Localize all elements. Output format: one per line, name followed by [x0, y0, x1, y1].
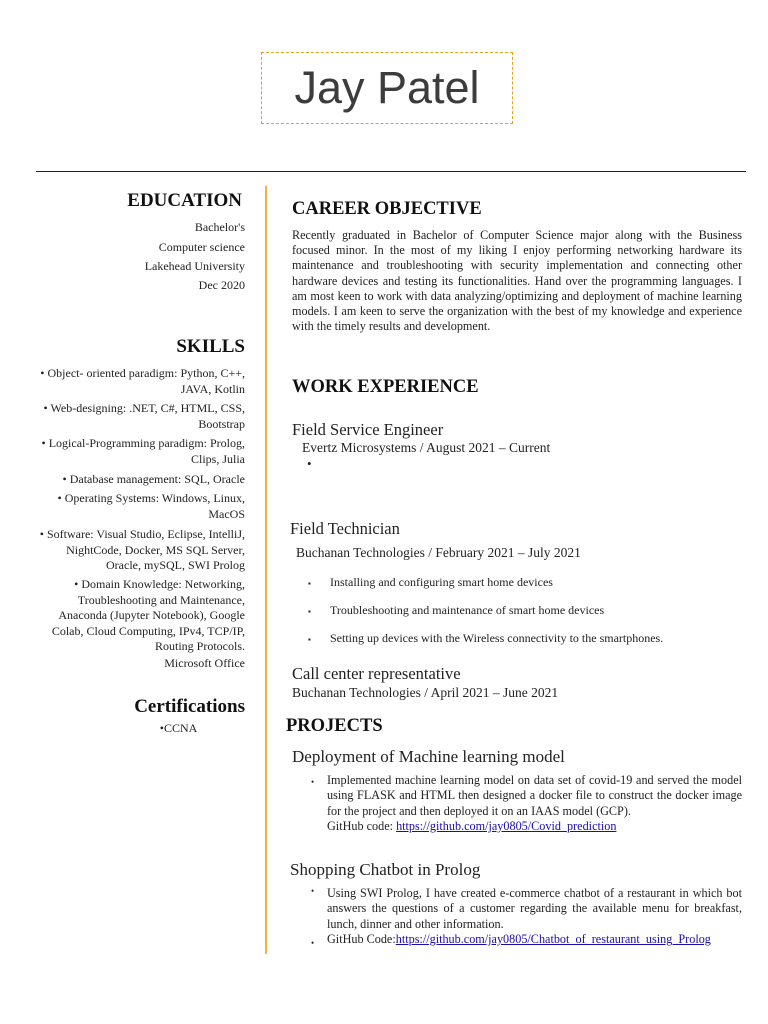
- header-divider: [36, 171, 746, 172]
- name-box: [261, 52, 513, 124]
- job-bullet-text: Troubleshooting and maintenance of smart home devices: [330, 603, 605, 617]
- bullet-icon: •: [311, 777, 315, 787]
- bullet-icon: •: [311, 886, 315, 896]
- bullet-icon: •: [159, 721, 164, 735]
- skill-item: • Web-designing: .NET, C#, HTML, CSS, Bootstrap: [43, 401, 245, 431]
- job-title: Field Service Engineer: [292, 420, 444, 439]
- job-bullet: [308, 575, 553, 590]
- education-line: Bachelor's: [194, 220, 245, 234]
- bullet-icon: ▪: [308, 606, 311, 616]
- education-heading: EDUCATION: [127, 190, 242, 211]
- job-title: Call center representative: [292, 664, 461, 683]
- skill-item: Microsoft Office: [164, 656, 245, 670]
- job-bullet-text: Installing and configuring smart home devices: [330, 575, 553, 589]
- career-objective-text: Recently graduated in Bachelor of Computer Science major along with the Business focused minor. In the most of my liking I enjoy performing networking hardware its maintenance and troubleshooting with security implementation and connecting other hardware devices and testing its functionalities. Hand over the programming languages. I am most keen to work with data analyzing/optimizing and deployment of machine learning models. I am keen to serve the organization with the best of my knowledge and experience with the timely results and development.: [292, 228, 742, 334]
- job-bullet: [308, 603, 604, 618]
- bullet-icon: •: [311, 938, 315, 948]
- bullet-icon: ▪: [308, 634, 311, 644]
- bullet-icon: ▪: [308, 578, 311, 588]
- project-text: Implemented machine learning model on data set of covid-19 and served the model using FLASK and HTML then designed a docker file to construct the docker image for the project and then deployed it on an IAAS model (GCP).: [327, 773, 742, 818]
- job-meta: Buchanan Technologies / February 2021 – July 2021: [296, 545, 581, 560]
- project-github-link[interactable]: https://github.com/jay0805/Covid_prediction: [396, 818, 617, 833]
- certification-label: CCNA: [164, 721, 198, 735]
- education-line: Dec 2020: [198, 278, 245, 292]
- skill-item: • Logical-Programming paradigm: Prolog, Clips, Julia: [41, 436, 245, 466]
- job-bullet: [308, 631, 663, 646]
- education-line: Computer science: [158, 240, 245, 254]
- projects-heading: PROJECTS: [286, 716, 383, 736]
- project-title: Shopping Chatbot in Prolog: [290, 860, 481, 879]
- skill-item: • Software: Visual Studio, Eclipse, IntelliJ, NightCode, Docker, MS SQL Server, Oracle, mySQL, SWI Prolog: [39, 527, 245, 572]
- career-objective-heading: CAREER OBJECTIVE: [292, 199, 482, 219]
- project-link-label: GitHub Code:: [327, 931, 396, 946]
- project-description: [327, 886, 742, 947]
- empty-bullet-icon: •: [307, 456, 312, 471]
- job-meta: Buchanan Technologies / April 2021 – June 2021: [292, 685, 559, 700]
- skill-item: • Database management: SQL, Oracle: [62, 472, 245, 486]
- skills-heading: SKILLS: [176, 336, 245, 357]
- skill-item: • Object- oriented paradigm: Python, C++, JAVA, Kotlin: [40, 366, 245, 396]
- project-github-link[interactable]: https://github.com/jay0805/Chatbot_of_restaurant_using_Prolog: [395, 931, 711, 946]
- education-line: Lakehead University: [144, 259, 245, 273]
- candidate-name: Jay Patel: [294, 62, 480, 113]
- work-experience-heading: WORK EXPERIENCE: [292, 377, 479, 397]
- column-divider: [265, 186, 267, 954]
- job-bullet-text: Setting up devices with the Wireless connectivity to the smartphones.: [330, 631, 664, 645]
- skill-item: • Operating Systems: Windows, Linux, MacOS: [57, 491, 245, 521]
- project-title: Deployment of Machine learning model: [292, 747, 565, 766]
- skill-item: • Domain Knowledge: Networking, Troubleshooting and Maintenance, Anaconda (Jupyter Notebook), Google Colab, Cloud Computing, IPv4, TCP/IP, Routing Protocols.: [51, 577, 245, 653]
- job-title: Field Technician: [290, 519, 400, 538]
- certification-item: [144, 721, 197, 736]
- project-link-label: GitHub code:: [327, 818, 397, 833]
- job-meta: Evertz Microsystems / August 2021 – Current: [302, 440, 551, 455]
- project-text: Using SWI Prolog, I have created e-commerce chatbot of a restaurant in which bot answers the questions of a customer regarding the available menu for breakfast, lunch, dinner and other information.: [327, 886, 742, 931]
- project-description: [327, 773, 742, 834]
- certifications-heading: Certifications: [134, 696, 245, 717]
